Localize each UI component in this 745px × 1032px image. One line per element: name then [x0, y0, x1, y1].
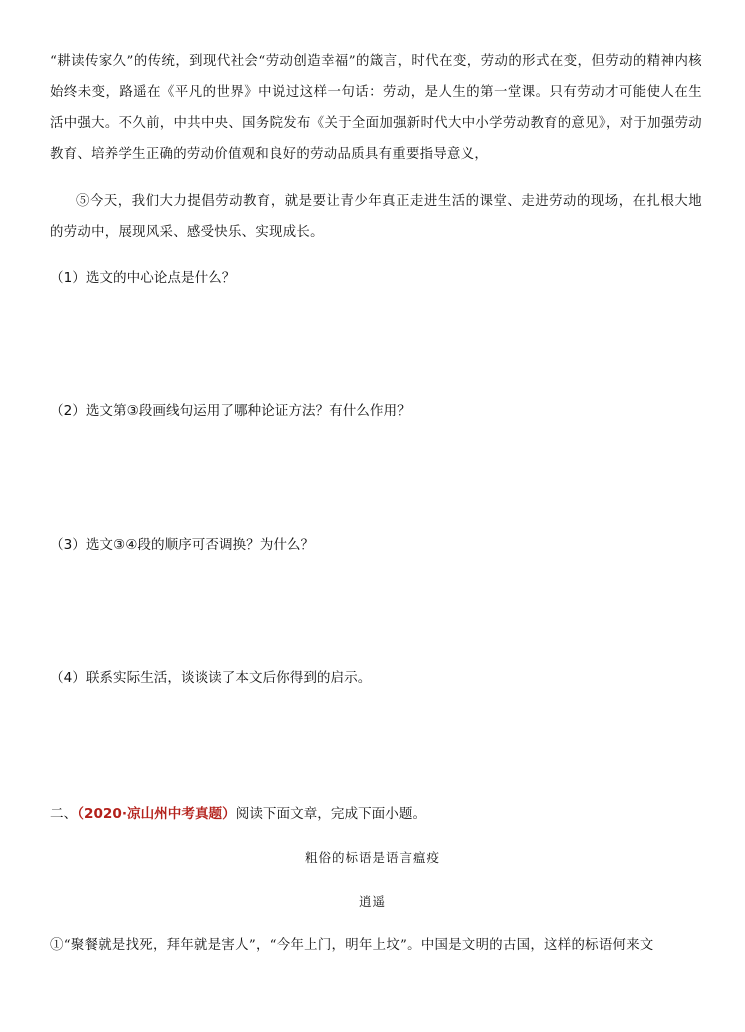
- question-3: （3）选文③④段的顺序可否调换？为什么？: [50, 537, 315, 553]
- question-1: （1）选文的中心论点是什么？: [50, 270, 236, 286]
- source-label: （2020·凉山州中考真题）: [77, 806, 236, 822]
- question-4: （4）联系实际生活，谈谈读了本文后你得到的启示。: [50, 670, 372, 686]
- passage-paragraph-5: ⑤今天，我们大力提倡劳动教育，就是要让青少年真正走进生活的课堂、走进劳动的现场，在扎根大地的劳动中，展现风采、感受快乐、实现成长。: [50, 194, 702, 240]
- article-paragraph-1: ①“聚餐就是找死，拜年就是害人”，“今年上门，明年上坟”。中国是文明的古国，这样的标语何来文: [50, 938, 654, 953]
- question-2: （2）选文第③段画线句运用了哪种论证方法？有什么作用？: [50, 403, 411, 419]
- passage-paragraph-top: “耕读传家久”的传统，到现代社会“劳动创造幸福”的箴言，时代在变，劳动的形式在变，但劳动的精神内核始终未变，路遥在《平凡的世界》中说过这样一句话：劳动，是人生的第一堂课。只有劳动才可能使人在生活中强大。不久前，中共中央、国务院发布《关于全面加强新时代大中小学劳动教育的意见》，对于加强劳动教育、培养学生正确的劳动价值观和良好的劳动品质具有重要指导意义，: [50, 54, 702, 162]
- article-title: 粗俗的标语是语言瘟疫: [304, 850, 440, 865]
- section-number: 二、: [50, 806, 78, 822]
- section-2-heading: [50, 804, 426, 824]
- section-instruction: 阅读下面文章，完成下面小题。: [235, 806, 427, 822]
- article-author: 逍遥: [358, 894, 386, 909]
